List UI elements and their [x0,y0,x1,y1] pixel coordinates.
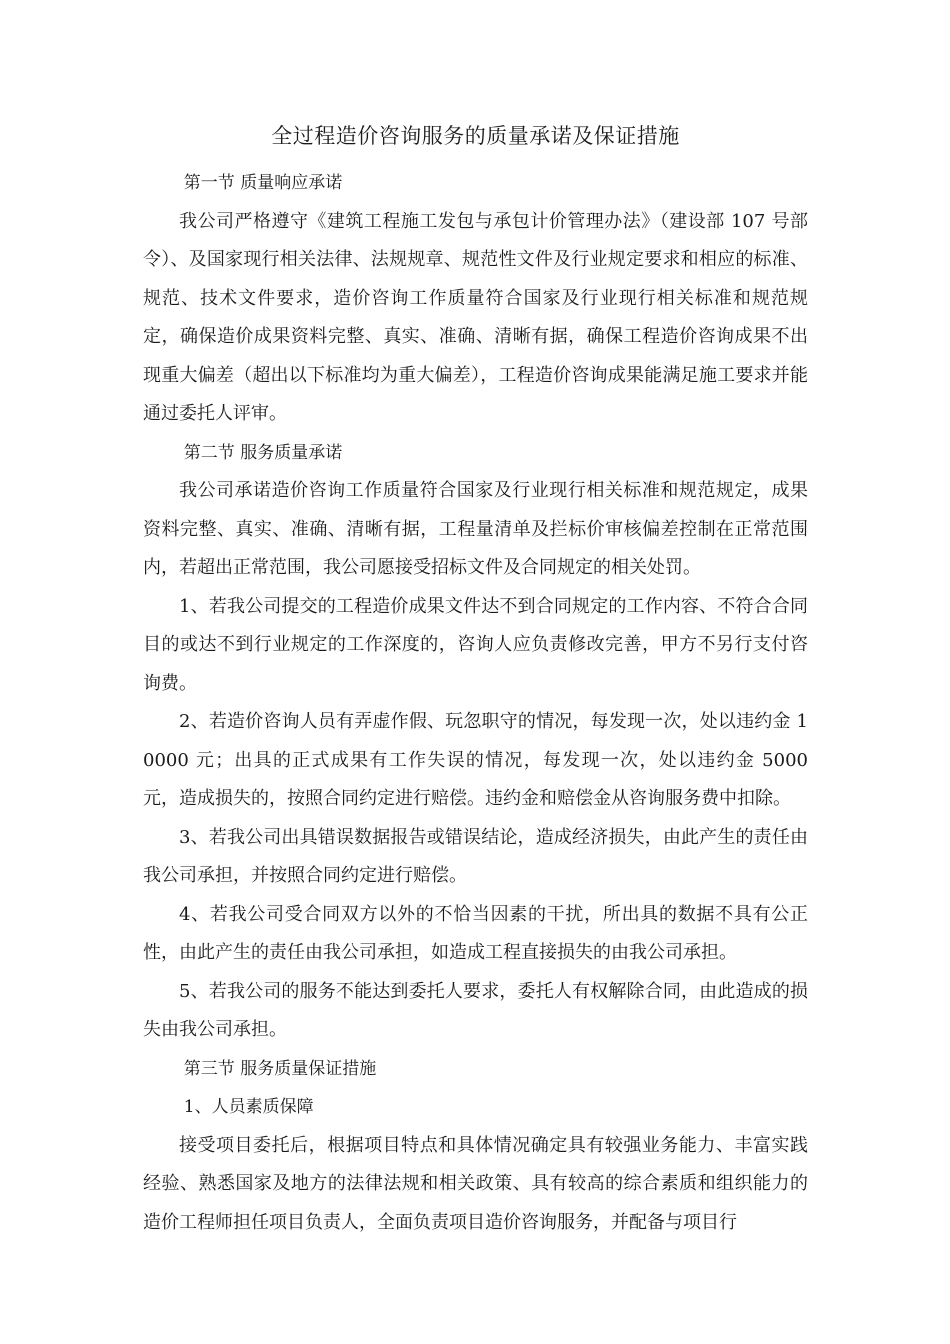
section-2-item-3: 3、若我公司出具错误数据报告或错误结论，造成经济损失，由此产生的责任由我公司承担，并按照合同约定进行赔偿。 [143,826,808,886]
section-heading-3: 第三节 服务质量保证措施 [183,1058,377,1079]
document-title: 全过程造价咨询服务的质量承诺及保证措施 [271,124,680,148]
section-2-item-1: 1、若我公司提交的工程造价成果文件达不到合同规定的工作内容、不符合合同目的或达不到行业规定的工作深度的，咨询人应负责修改完善，甲方不另行支付咨询费。 [143,595,808,694]
section-2-item-2: 2、若造价咨询人员有弄虚作假、玩忽职守的情况，每发现一次，处以违约金 10000 元；出具的正式成果有工作失误的情况，每发现一次，处以违约金 5000 元，造成损失的，按照合同约定进行赔偿。违约金和赔偿金从咨询服务费中扣除。 [143,711,808,809]
section-3-paragraph: 接受项目委托后，根据项目特点和具体情况确定具有较强业务能力、丰富实践经验、熟悉国家及地方的法律法规和相关政策、具有较高的综合素质和组织能力的造价工程师担任项目负责人，全面负责项目造价咨询服务，并配备与项目行 [143,1134,808,1233]
section-2-item-4: 4、若我公司受合同双方以外的不恰当因素的干扰，所出具的数据不具有公正性，由此产生的责任由我公司承担，如造成工程直接损失的由我公司承担。 [143,903,808,963]
section-2-item-5: 5、若我公司的服务不能达到委托人要求，委托人有权解除合同，由此造成的损失由我公司承担。 [143,980,808,1040]
section-heading-1: 第一节 质量响应承诺 [183,173,343,193]
section-3-subheading-1: 1、人员素质保障 [183,1097,314,1117]
section-heading-2: 第二节 服务质量承诺 [183,442,343,463]
section-1-paragraph: 我公司严格遵守《建筑工程施工发包与承包计价管理办法》（建设部 107 号部令）、及国家现行相关法律、法规规章、规范性文件及行业规定要求和相应的标准、规范、技术文件要求，造价咨询工作质量符合国家及行业现行相关标准和规范规定，确保造价成果资料完整、真实、准确、清晰有据，确保工程造价咨询成果不出现重大偏差（超出以下标准均为重大偏差），工程造价咨询成果能满足施工要求并能通过委托人评审。 [143,210,808,424]
section-2-paragraph: 我公司承诺造价咨询工作质量符合国家及行业现行相关标准和规范规定，成果资料完整、真实、准确、清晰有据，工程量清单及拦标价审核偏差控制在正常范围内，若超出正常范围，我公司愿接受招标文件及合同规定的相关处罚。 [143,480,808,578]
document-page [143,118,808,1242]
